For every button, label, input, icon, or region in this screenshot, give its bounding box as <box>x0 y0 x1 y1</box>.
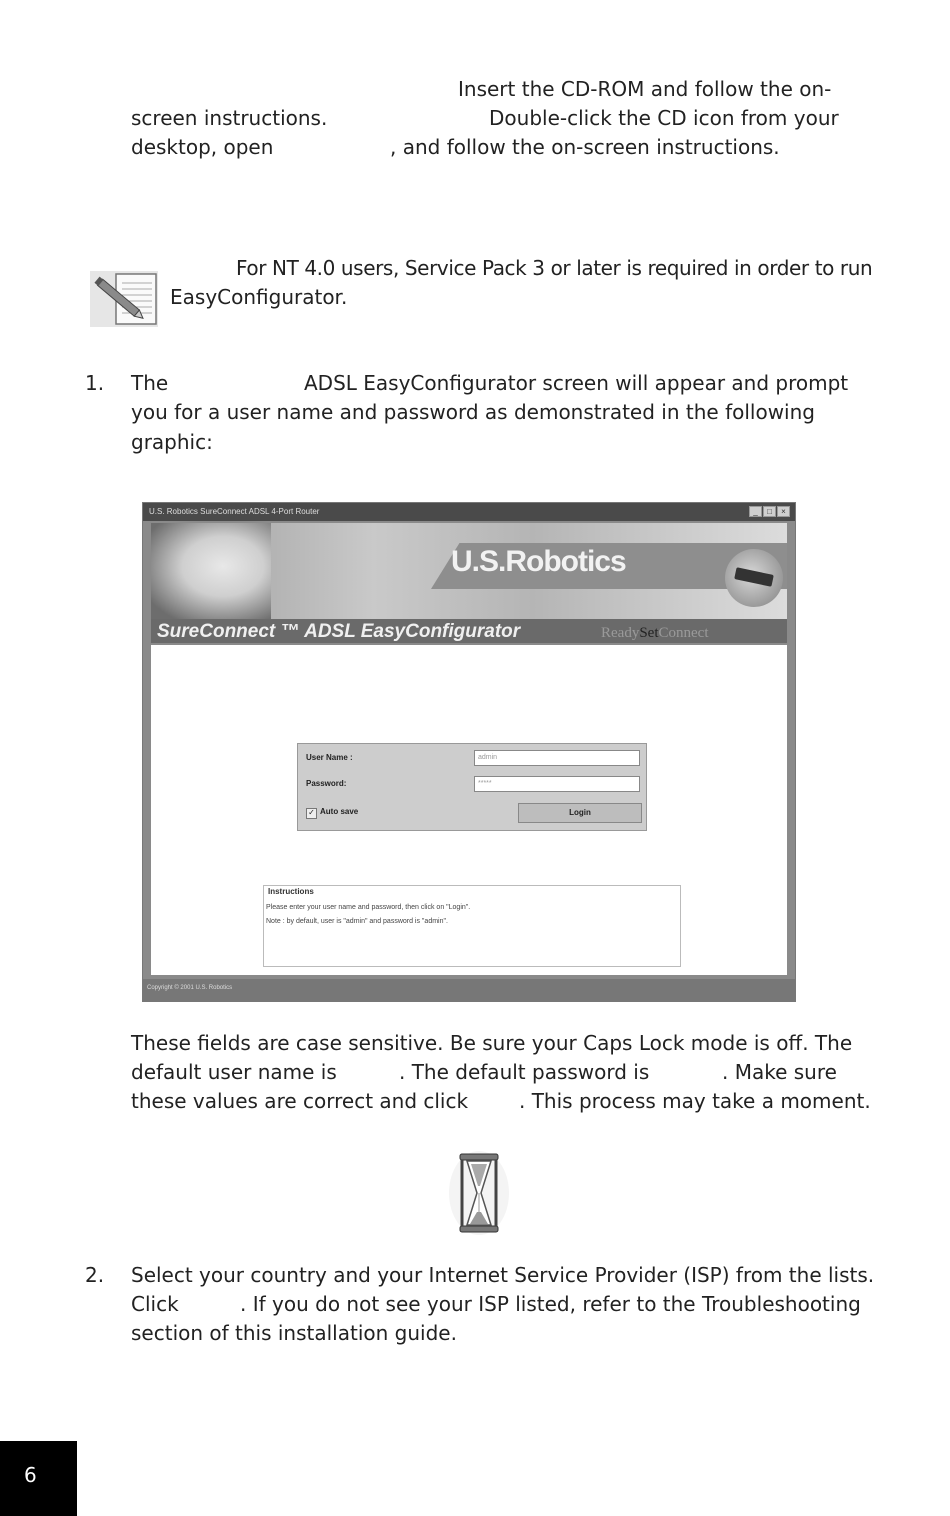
login-form <box>297 743 647 831</box>
login-button[interactable]: Login <box>518 803 642 823</box>
step-2-line-3: section of this installation guide. <box>131 1321 457 1345</box>
window-title-bar <box>143 503 795 521</box>
step-2-line-1: Select your country and your Internet Service Provider (ISP) from the lists. <box>131 1263 875 1287</box>
instructions-line-1: Please enter your user name and password, then click on "Login". <box>266 904 471 911</box>
product-title: SureConnect ™ ADSL EasyConfigurator <box>157 621 521 642</box>
username-input[interactable]: admin <box>474 750 640 766</box>
after-line-2c: . Make sure <box>722 1060 837 1084</box>
step-2-line-2b: . If you do not see your ISP listed, refer to the Troubleshooting <box>240 1292 861 1316</box>
username-label: User Name : <box>306 753 353 762</box>
after-line-3a: these values are correct and click <box>131 1089 469 1113</box>
page-number: 6 <box>24 1463 37 1487</box>
password-label: Password: <box>306 779 347 788</box>
intro-line-1: Insert the CD-ROM and follow the on- <box>458 77 832 101</box>
note-line-2: EasyConfigurator. <box>170 285 348 309</box>
tagline-set: Set <box>639 625 659 641</box>
instructions-box <box>263 885 681 967</box>
password-row <box>302 773 642 797</box>
router-image <box>725 549 783 607</box>
autosave-checkbox[interactable]: ✓ <box>306 808 317 819</box>
tagline <box>601 625 709 642</box>
hourglass-icon <box>448 1150 510 1236</box>
autosave-row <box>302 801 642 825</box>
after-line-3b: . This process may take a moment. <box>519 1089 871 1113</box>
app-content <box>151 645 787 975</box>
step-1-line-2: you for a user name and password as demonstrated in the following <box>131 400 815 424</box>
step-1-line-1b: ADSL EasyConfigurator screen will appear and prompt <box>304 371 849 395</box>
note-line-1: For NT 4.0 users, Service Pack 3 or later is required in order to run <box>236 256 873 280</box>
easyconfigurator-screenshot <box>142 502 796 1002</box>
step-2-line-2a: Click <box>131 1292 179 1316</box>
brand-logo: U.S.Robotics <box>451 545 626 578</box>
intro-line-2a: screen instructions. <box>131 106 328 130</box>
step-1-number: 1. <box>85 371 105 395</box>
after-line-1: These fields are case sensitive. Be sure your Caps Lock mode is off. The <box>131 1031 853 1055</box>
status-bar <box>143 979 795 1001</box>
tagline-connect: Connect <box>658 625 709 641</box>
copyright-text: Copyright © 2001 U.S. Robotics <box>147 985 233 991</box>
step-1-line-1a: The <box>131 371 169 395</box>
autosave-label: Auto save <box>320 807 359 816</box>
intro-line-2b: Double-click the CD icon from your <box>489 106 839 130</box>
username-row <box>302 747 642 771</box>
instructions-line-2: Note : by default, user is "admin" and password is "admin". <box>266 918 448 925</box>
instructions-title: Instructions <box>268 887 314 896</box>
window-title: U.S. Robotics SureConnect ADSL 4-Port Router <box>149 507 320 516</box>
tagline-ready: Ready <box>601 625 640 641</box>
after-line-2a: default user name is <box>131 1060 337 1084</box>
headset-photo <box>151 523 271 619</box>
intro-line-3b: , and follow the on-screen instructions. <box>390 135 780 159</box>
password-input[interactable]: ***** <box>474 776 640 792</box>
close-button[interactable]: × <box>777 506 790 517</box>
notepad-pencil-icon <box>90 271 158 327</box>
step-2-number: 2. <box>85 1263 105 1287</box>
page-number-tab <box>0 1441 77 1516</box>
app-banner <box>151 523 787 643</box>
after-line-2b: . The default password is <box>399 1060 650 1084</box>
maximize-button[interactable]: □ <box>763 506 776 517</box>
minimize-button[interactable]: _ <box>749 506 762 517</box>
step-1-line-3: graphic: <box>131 430 213 454</box>
intro-line-3a: desktop, open <box>131 135 274 159</box>
